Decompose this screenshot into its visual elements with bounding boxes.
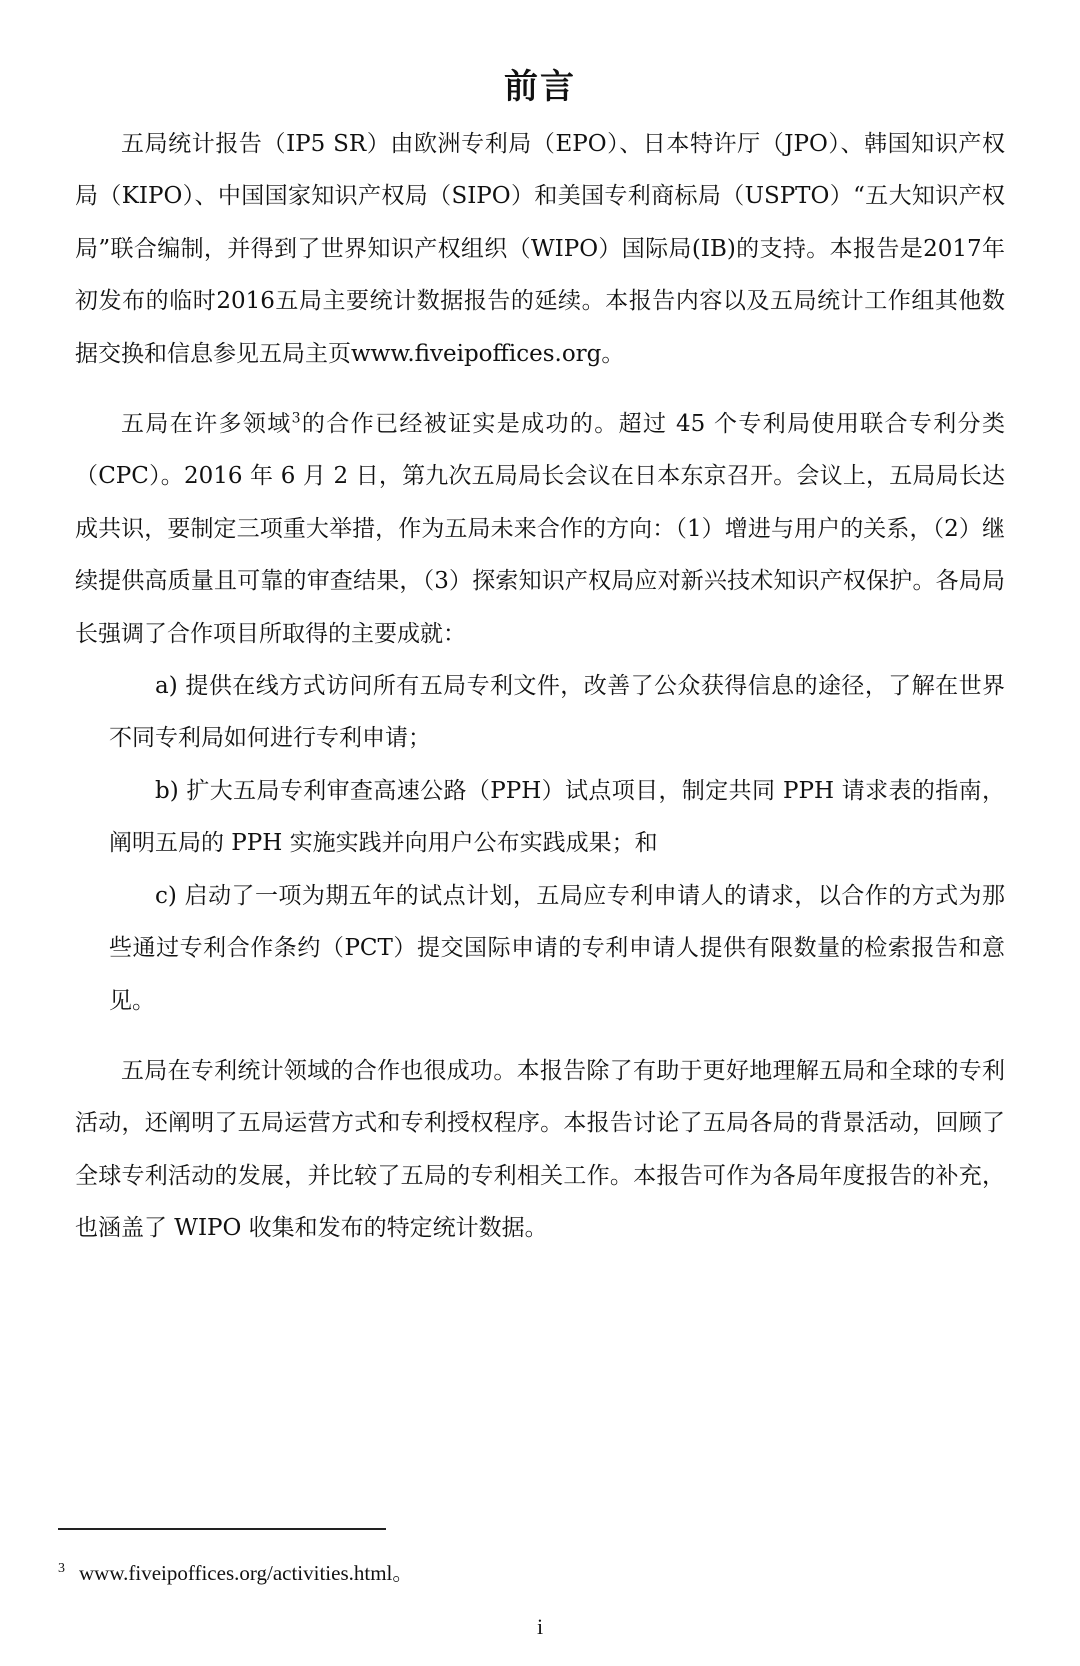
page-number: i <box>536 1614 544 1639</box>
paragraph-cooperation-rest: 的合作已经被证实是成功的。超过 45 个专利局使用联合专利分类（CPC）。2016 年 6 月 2 日，第九次五局局长会议在日本东京召开。会议上，五局局长达成共识，要制定三项重大举措，作为五局未来合作的方向：（1）增进与用户的关系，（2）继续提供高质量且可靠的审查结果，（3）探索知识产权局应对新兴技术知识产权保护。各局局长强调了合作项目所取得的主要成就： <box>75 411 1006 647</box>
paragraph-intro: 五局统计报告（IP5 SR）由欧洲专利局（EPO）、日本特许厅（JPO）、韩国知识产权局（KIPO）、中国国家知识产权局（SIPO）和美国专利商标局（USPTO）“五大知识产权局”联合编制，并得到了世界知识产权组织（WIPO）国际局(IB)的支持。本报告是2017年初发布的临时2016五局主要统计数据报告的延续。本报告内容以及五局统计工作组其他数据交换和信息参见五局主页www.fiveipoffices.org。 <box>75 131 1006 367</box>
footnote-text: www.fiveipoffices.org/activities.html。 <box>79 1561 414 1585</box>
list-item-a: a) 提供在线方式访问所有五局专利文件，改善了公众获得信息的途径，了解在世界不同专利局如何进行专利申请； <box>109 673 1005 752</box>
document-body <box>75 118 1005 1255</box>
footnote-marker: 3 <box>58 1561 65 1576</box>
page-title: 前言 <box>504 66 576 107</box>
list-item-c: c) 启动了一项为期五年的试点计划，五局应专利申请人的请求，以合作的方式为那些通过专利合作条约（PCT）提交国际申请的专利申请人提供有限数量的检索报告和意见。 <box>109 882 1005 1014</box>
footnote-reference: 3 <box>291 410 301 427</box>
paragraph-statistics: 五局在专利统计领域的合作也很成功。本报告除了有助于更好地理解五局和全球的专利活动，还阐明了五局运营方式和专利授权程序。本报告讨论了五局各局的背景活动，回顾了全球专利活动的发展，并比较了五局的专利相关工作。本报告可作为各局年度报告的补充，也涵盖了 WIPO 收集和发布的特定统计数据。 <box>75 1057 1005 1242</box>
list-item-b: b) 扩大五局专利审查高速公路（PPH）试点项目，制定共同 PPH 请求表的指南，阐明五局的 PPH 实施实践并向用户公布实践成果；和 <box>109 777 1005 857</box>
paragraph-cooperation-start: 五局在许多领域 <box>121 411 292 438</box>
footnote-divider <box>58 1528 386 1530</box>
paragraph-cooperation <box>75 398 1005 660</box>
footnote <box>58 1558 413 1588</box>
